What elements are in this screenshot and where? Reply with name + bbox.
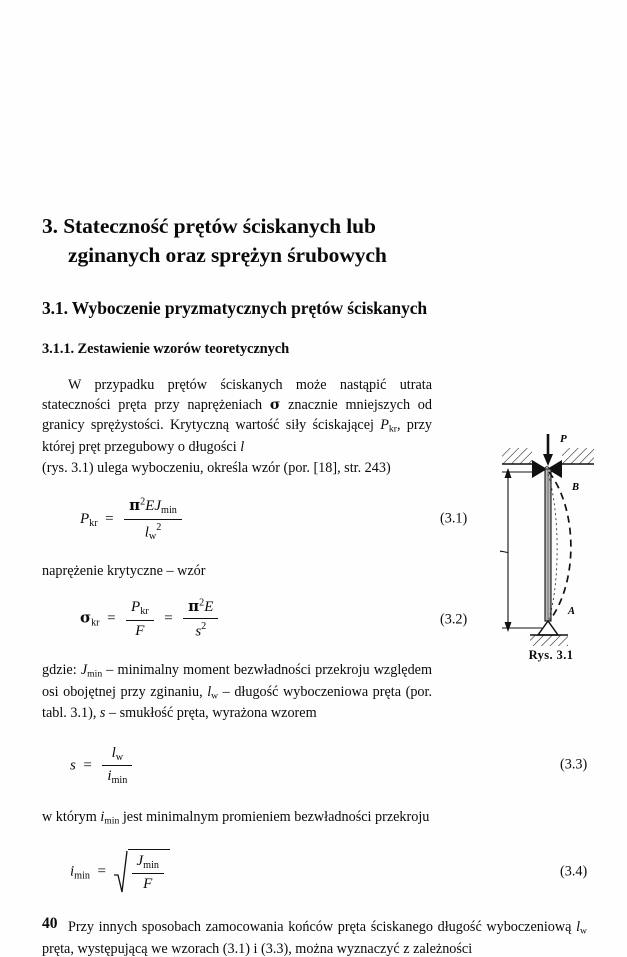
bottom-pin-support xyxy=(530,621,568,646)
j-min-symbol: J xyxy=(80,661,88,678)
equation-3-1-number: (3.1) xyxy=(440,510,468,527)
equation-3-4: $i_{min}$ = $\frac{J_{min}}{F}$ xyxy=(70,849,170,895)
chapter-title-line-2: zginanych oraz sprężyn śrubowych xyxy=(68,242,387,267)
closing-text-2: pręta, występującą we wzorach (3.1) i (3.3), można wyznaczyć z zależności xyxy=(42,940,473,957)
chapter-title-line-1: 3. Stateczność prętów ściskanych lub xyxy=(42,214,376,238)
where-text-4: – smukłość pręta, wyrażona wzorem xyxy=(105,705,317,722)
eq32-den-2: $s^2$ xyxy=(195,621,207,640)
radius-text-2: jest minimalnym promieniem bezwładności przekroju xyxy=(119,809,430,826)
page-number: 40 xyxy=(42,915,58,932)
eq31-lhs-sub: kr xyxy=(89,517,98,529)
eq34-sqrt xyxy=(114,849,171,895)
eq33-fraction xyxy=(102,744,132,788)
figure-3-1-caption: Rys. 3.1 xyxy=(528,648,574,662)
equation-3-4-row xyxy=(42,849,587,895)
eq34-radicand xyxy=(128,849,171,895)
eq32-fraction-2 xyxy=(183,597,218,642)
intro-text-4: (rys. 3.1) ulega wyboczeniu, określa wzór (por. [18], str. 243) xyxy=(42,459,391,476)
figure-3-1-drawing xyxy=(492,432,612,662)
i-min-subscript: min xyxy=(104,815,120,827)
eq32-fraction-1 xyxy=(126,598,154,641)
load-arrow-P xyxy=(543,434,553,466)
eq34-lhs: i xyxy=(70,863,75,880)
intro-text-2: znacznie mniejszych od granicy sprężystości. Krytyczną wartość siły ściskającej xyxy=(42,397,432,434)
intro-paragraph xyxy=(42,375,432,478)
figure-3-1 xyxy=(492,432,612,662)
figure-label-A: A xyxy=(568,606,576,617)
buckled-shape-curve xyxy=(549,472,571,620)
eq34-lhs-sub: min xyxy=(74,870,91,882)
intro-text-1: W przypadku prętów ściskanych może nastąpić utrata stateczności pręta przy naprężeniach xyxy=(42,376,432,414)
equation-3-3: s = $\frac{l_w}{i_{min}}$ xyxy=(70,744,135,788)
figure-label-P: P xyxy=(560,433,567,445)
radius-paragraph xyxy=(42,807,587,829)
length-dimension-line xyxy=(502,468,542,632)
closing-text-1: Przy innych sposobach zamocowania końców pręta ściskanego długość wyboczeniową xyxy=(68,918,577,935)
eq34-numerator: $J_{min}$ xyxy=(132,852,165,875)
subsection-title: 3.1.1. Zestawienie wzorów teoretycznych xyxy=(42,340,290,357)
chapter-title xyxy=(42,212,462,270)
lw-symbol: l xyxy=(207,683,212,700)
eq31-fraction xyxy=(124,496,182,543)
figure-label-length-l: l xyxy=(497,550,511,554)
stress-lead-paragraph: naprężenie krytyczne – wzór xyxy=(42,562,206,579)
closing-lw-symbol: l xyxy=(576,918,581,935)
where-text-2: – minimalny moment bezwładności przekroju względem osi obojętnej przy zginaniu, xyxy=(42,661,432,700)
radical-sign-icon xyxy=(114,849,128,893)
intro-text-3: , przy której pręt przegubowy o długości xyxy=(42,417,432,456)
section-title: 3.1. Wyboczenie pryzmatycznych prętów ściskanych xyxy=(42,297,428,318)
eq33-denominator: $i_{min}$ xyxy=(107,768,128,786)
s-symbol: s xyxy=(99,705,106,722)
eq32-num-1: $P_{kr}$ xyxy=(126,598,154,621)
eq32-lhs: σ xyxy=(80,609,92,628)
equation-3-2: $\sigma_{kr}$ = $\frac{P_{kr}}{F}$ = $\frac{\pi^2E}{s^2}$ xyxy=(80,597,221,642)
where-text-3: – długość wyboczeniowa pręta (por. tabl. 3.1), xyxy=(42,683,432,722)
eq31-denominator: $l_w^2$ xyxy=(144,521,162,542)
sigma-symbol: σ xyxy=(269,397,281,414)
eq34-fraction xyxy=(132,852,165,895)
closing-paragraph xyxy=(42,917,587,957)
where-paragraph xyxy=(42,660,432,724)
radius-text-1: w którym xyxy=(42,809,101,826)
where-text-1: gdzie: xyxy=(42,661,81,678)
column-bar xyxy=(545,469,551,621)
eq33-numerator: $l_w$ xyxy=(102,744,132,767)
i-min-symbol: i xyxy=(100,809,105,826)
equation-3-1: $P_{kr}$ = $\frac{\pi^2EJ_{min}}{l_w^2}$ xyxy=(80,496,185,543)
eq31-lhs: P xyxy=(80,510,90,527)
j-min-subscript: min xyxy=(87,668,103,680)
eq32-den-1: F xyxy=(135,622,145,639)
eq32-num-2: $\pi^2E$ xyxy=(183,597,218,619)
equation-3-4-number: (3.4) xyxy=(560,863,588,880)
equation-3-3-number: (3.3) xyxy=(560,756,588,773)
lw-subscript: w xyxy=(211,690,219,702)
figure-label-B: B xyxy=(572,482,580,493)
l-symbol: l xyxy=(240,439,245,456)
closing-lw-subscript: w xyxy=(580,925,587,937)
pkr-subscript: kr xyxy=(388,424,397,436)
eq31-numerator: $\pi^2EJ_{min}$ xyxy=(124,496,182,520)
equation-3-2-number: (3.2) xyxy=(440,611,468,628)
eq34-denominator: F xyxy=(143,876,153,893)
equation-3-3-row xyxy=(42,744,587,788)
eq32-lhs-sub: kr xyxy=(91,617,100,629)
pkr-symbol: P xyxy=(380,417,389,434)
eq33-lhs: s xyxy=(70,756,76,773)
